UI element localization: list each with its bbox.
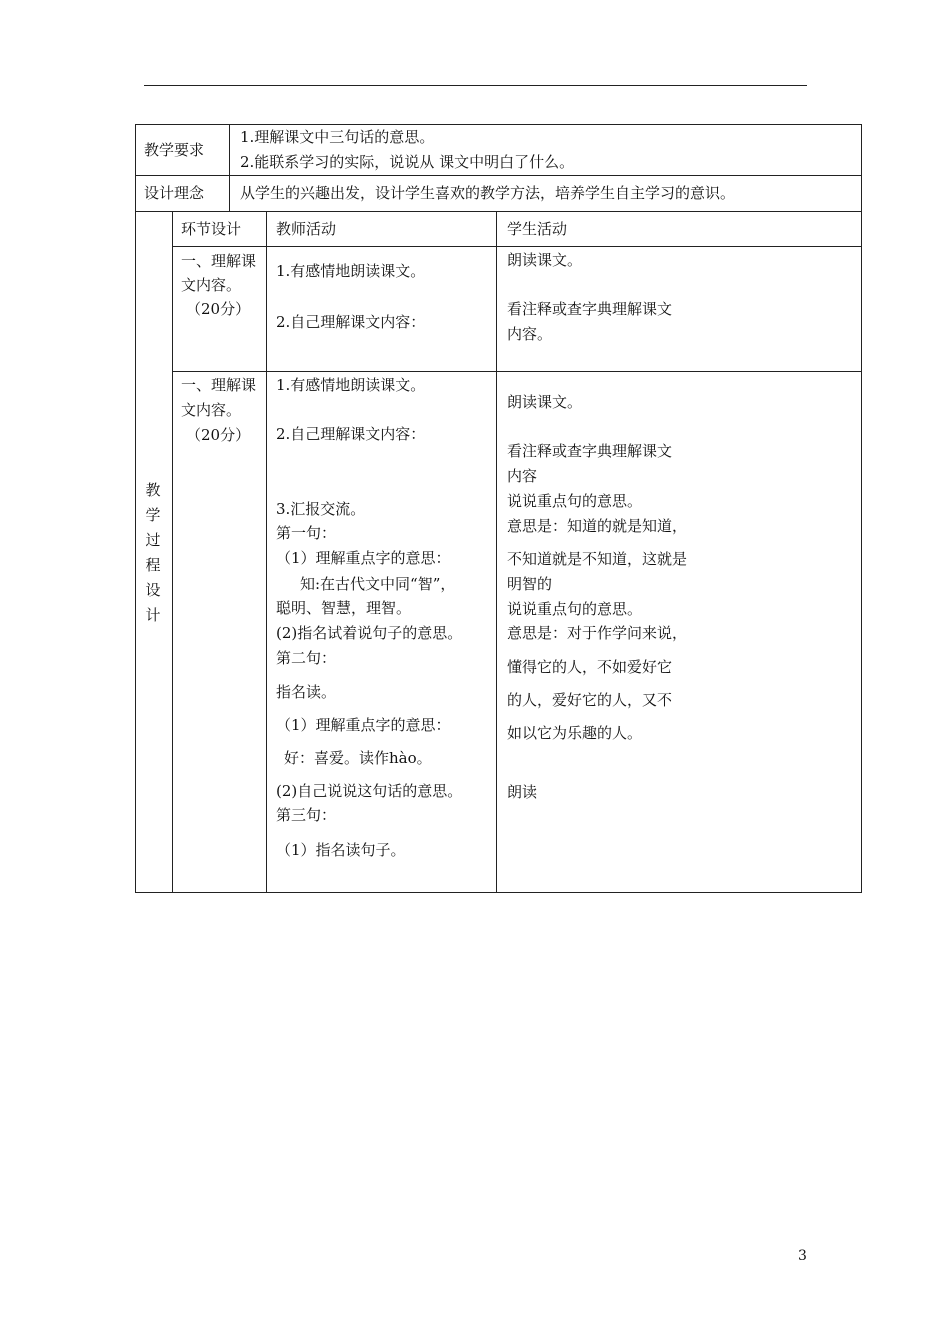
row2-student-line: 如以它为乐趣的人。 xyxy=(507,724,643,742)
row2-student-line: 说说重点句的意思。 xyxy=(507,492,643,510)
row2-student-line: 看注释或查字典理解课文 xyxy=(507,442,673,460)
row1-teacher-line: 2.自己理解课文内容： xyxy=(276,313,426,331)
row2-teacher-line: 第三句： xyxy=(276,806,337,824)
row2-teacher-line: 指名读。 xyxy=(276,683,337,701)
requirements-label: 教学要求 xyxy=(144,141,205,159)
row-divider xyxy=(135,175,862,176)
row2-teacher-line: 第一句： xyxy=(276,524,337,542)
row1-student-line: 朗读课文。 xyxy=(507,251,583,269)
row2-teacher-line: （1）指名读句子。 xyxy=(276,841,406,859)
process-side-label xyxy=(143,478,163,628)
requirement-line-1: 1.理解课文中三句话的意思。 xyxy=(240,128,435,146)
row2-teacher-line: 2.自己理解课文内容： xyxy=(276,425,426,443)
row2-teacher-line: 1.有感情地朗读课文。 xyxy=(276,376,426,394)
row2-teacher-line: (2)自己说说这句话的意思。 xyxy=(276,782,463,800)
row1-student-line: 看注释或查字典理解课文 xyxy=(507,300,673,318)
row2-teacher-line: 3.汇报交流。 xyxy=(276,500,366,518)
side-label-char: 学 xyxy=(145,506,161,524)
header-teacher: 教师活动 xyxy=(276,220,337,238)
row-divider xyxy=(172,246,862,247)
side-label-char: 程 xyxy=(145,556,161,574)
row1-stage-line: 一、理解课 xyxy=(181,252,257,270)
row-divider xyxy=(135,211,862,212)
row2-student-line: 明智的 xyxy=(507,575,553,593)
side-label-char: 过 xyxy=(145,531,161,549)
row2-student-line: 朗读课文。 xyxy=(507,393,583,411)
row2-teacher-line: （1）理解重点字的意思： xyxy=(276,716,451,734)
row2-student-line: 说说重点句的意思。 xyxy=(507,600,643,618)
header-student: 学生活动 xyxy=(507,220,568,238)
row2-teacher-line: 第二句： xyxy=(276,649,337,667)
row2-teacher-line: 知:在古代文中同“智”， xyxy=(300,575,456,593)
side-label-char: 教 xyxy=(145,481,161,499)
requirement-line-2: 2.能联系学习的实际，说说从 课文中明白了什么。 xyxy=(240,153,575,171)
col-divider xyxy=(496,211,497,893)
row-divider xyxy=(172,371,862,372)
row1-stage-line: （20分） xyxy=(186,300,251,318)
row2-stage-line: （20分） xyxy=(186,426,251,444)
col-divider xyxy=(172,211,173,893)
row2-student-line: 朗读 xyxy=(507,783,538,801)
row2-student-line: 内容 xyxy=(507,467,538,485)
row2-teacher-line: （1）理解重点字的意思： xyxy=(276,549,451,567)
row2-stage-line: 一、理解课 xyxy=(181,376,257,394)
concept-text: 从学生的兴趣出发，设计学生喜欢的教学方法，培养学生自主学习的意识。 xyxy=(240,184,736,202)
row2-student-line: 的人，爱好它的人，又不 xyxy=(507,691,673,709)
row2-student-line: 意思是：知道的就是知道， xyxy=(507,517,688,535)
row1-stage-line: 文内容。 xyxy=(181,276,242,294)
row2-student-line: 意思是：对于作学问来说， xyxy=(507,624,688,642)
header-rule xyxy=(144,85,807,86)
row2-stage-line: 文内容。 xyxy=(181,401,242,419)
row2-teacher-line: 好：喜爱。读作hào。 xyxy=(284,749,432,767)
row2-teacher-line: 聪明、智慧，理智。 xyxy=(276,599,412,617)
row2-teacher-line: (2)指名试着说句子的意思。 xyxy=(276,624,463,642)
side-label-char: 设 xyxy=(145,581,161,599)
row2-student-line: 懂得它的人，不如爱好它 xyxy=(507,658,673,676)
row1-student-line: 内容。 xyxy=(507,325,553,343)
row2-student-line: 不知道就是不知道，这就是 xyxy=(507,550,688,568)
table-frame xyxy=(135,124,862,893)
side-label-char: 计 xyxy=(145,606,161,624)
concept-label: 设计理念 xyxy=(144,184,205,202)
row1-teacher-line: 1.有感情地朗读课文。 xyxy=(276,262,426,280)
page-number: 3 xyxy=(798,1248,807,1264)
col-divider xyxy=(266,211,267,893)
header-stage: 环节设计 xyxy=(181,220,242,238)
col-divider xyxy=(229,124,230,211)
